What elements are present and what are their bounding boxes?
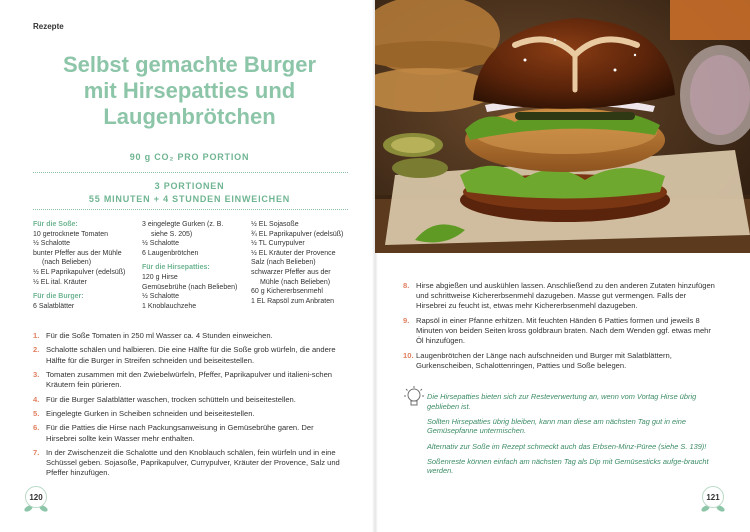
ingredient-item: (nach Belieben) xyxy=(42,259,92,267)
recipe-step xyxy=(403,281,715,312)
ingredients-column-1 xyxy=(33,220,138,311)
recipe-step xyxy=(33,409,345,419)
steps-list-left xyxy=(33,331,345,483)
ingredient-heading: Für die Soße: xyxy=(33,221,78,228)
ingredient-item: 1 Knoblauchzehe xyxy=(142,302,197,310)
ingredient-item: 10 getrocknete Tomaten xyxy=(33,230,108,238)
step-text: Für die Soße Tomaten in 250 ml Wasser ca. 4 Stunden einweichen. xyxy=(46,331,273,340)
ingredient-item: Salz (nach Belieben) xyxy=(251,259,316,267)
ingredient-heading: Für die Hirsepatties: xyxy=(142,264,210,272)
tip-paragraph: Alternativ zur Soße im Rezept schmeckt auch das Erbsen-Minz-Püree (siehe S. 139)! xyxy=(427,441,707,451)
ingredient-item: ½ EL Sojasoße xyxy=(251,221,299,228)
step-number: 5. xyxy=(33,408,40,418)
recipe-step xyxy=(33,370,345,390)
step-text: Laugenbrötchen der Länge nach aufschneiden und Burger mit Salatblättern, Gurkenscheiben, Schalottenringen, Patties und Soße belegen. xyxy=(416,350,672,370)
step-text: Hirse abgießen und auskühlen lassen. Anschließend zu den anderen Zutaten hinzufügen und schrittweise Kichererbsenmehl dazugeben. Masse gut vermengen. Falls der Hirsebrei zu feucht ist, etwas mehr Kichererbsenmehl dazugeben. xyxy=(416,281,715,311)
step-text: Für die Burger Salatblätter waschen, trocken schütteln und beiseitestellen. xyxy=(46,394,296,404)
recipe-step xyxy=(33,423,345,443)
step-text: Schalotte schälen und halbieren. Die eine Hälfte für die Soße grob würfeln, die andere Hälfte für die Burger in Streifen schneiden und beiseitestellen. xyxy=(46,345,336,365)
prep-time: 55 MINUTEN + 4 STUNDEN EINWEICHEN xyxy=(88,194,291,204)
step-text: Rapsöl in einer Pfanne erhitzen. Mit feuchten Händen 6 Patties formen und jeweils 8 Minuten von beiden Seiten kross goldbraun braten. Nach dem Wenden ggf. etwas mehr Öl hinzufügen. xyxy=(416,315,711,346)
ingredient-item: ½ EL Kräuter der Provence xyxy=(251,249,336,257)
recipe-meta xyxy=(32,180,347,206)
recipe-title xyxy=(32,52,347,130)
ingredient-item: 60 g Kichererbsenmehl xyxy=(251,288,323,296)
step-text: Tomaten zusammen mit den Zwiebelwürfeln, Pfeffer, Paprikapulver und italieni-schen Kräutern fein pürieren. xyxy=(46,369,333,390)
ingredient-item: Gemüsebrühe (nach Belieben) xyxy=(142,283,238,291)
title-line: mit Hirsepatties und xyxy=(83,78,296,103)
ingredient-item: ¾ EL Paprikapulver (edelsüß) xyxy=(251,230,344,238)
ingredient-item: 6 Laugenbrötchen xyxy=(142,249,199,257)
ingredient-item: 6 Salatblätter xyxy=(33,302,75,310)
ingredient-item: siehe S. 205) xyxy=(151,230,193,238)
ingredients-column-3 xyxy=(251,220,351,306)
page-number-right xyxy=(698,484,728,514)
tip-paragraph: Sollten Hirsepatties übrig bleiben, kann man diese am nächsten Tag gut in eine Gemüsepfanne untermischen. xyxy=(427,416,686,436)
tip-paragraph: Die Hirsepatties bieten sich zur Resteverwertung an, wenn vom Vortag Hirse übrig geblieben ist. xyxy=(427,392,697,411)
step-text: Eingelegte Gurken in Scheiben schneiden und beiseitestellen. xyxy=(46,408,255,418)
page-number-left xyxy=(21,484,51,514)
section-label: Rezepte xyxy=(33,22,64,31)
title-line: Laugenbrötchen xyxy=(103,104,276,129)
recipe-step xyxy=(403,316,715,347)
burger-illustration xyxy=(375,0,750,253)
ingredients-column-2 xyxy=(142,220,247,311)
recipe-step xyxy=(403,351,715,371)
ingredient-item: 120 g Hirse xyxy=(142,273,178,281)
ingredient-item: schwarzer Pfeffer aus der xyxy=(251,268,331,276)
ingredient-item: ½ EL Paprikapulver (edelsüß) xyxy=(33,268,126,276)
step-number: 10. xyxy=(403,350,414,360)
step-number: 4. xyxy=(33,394,40,404)
tip-paragraph: Soßenreste können einfach am nächsten Tag als Dip mit Gemüsesticks aufge-braucht werden. xyxy=(427,456,709,476)
ingredient-item: ½ Schalotte xyxy=(142,240,179,248)
ingredient-item: ½ TL Currypulver xyxy=(251,240,305,248)
ingredient-item: bunter Pfeffer aus der Mühle xyxy=(33,249,122,257)
ingredient-item: ½ EL ital. Kräuter xyxy=(33,278,87,286)
page-number-text: 120 xyxy=(29,493,43,502)
steps-list-right xyxy=(403,281,715,375)
step-text: In der Zwischenzeit die Schalotte und den Knoblauch schälen, fein würfeln und in eine Schüssel geben. Sojasoße, Paprikapulver, Currypulver, Kräuter der Provence, Salz und Pfeffer hinzufügen. xyxy=(46,447,340,478)
lightbulb-icon xyxy=(403,385,425,411)
step-number: 1. xyxy=(33,331,40,340)
title-line: Selbst gemachte Burger xyxy=(62,52,317,77)
ingredient-item: ½ Schalotte xyxy=(33,240,70,248)
step-text: Für die Patties die Hirse nach Packungsanweisung in Gemüsebrühe garen. Der Hirsebrei sollte kein Wasser mehr enthalten. xyxy=(46,423,314,443)
step-number: 2. xyxy=(33,345,40,355)
burger-photo xyxy=(375,0,750,253)
step-number: 7. xyxy=(33,447,40,457)
ingredient-item: 1 EL Rapsöl zum Anbraten xyxy=(251,297,335,305)
recipe-step xyxy=(33,448,345,479)
ingredient-item: ½ Schalotte xyxy=(142,293,179,301)
ingredient-item: Mühle (nach Belieben) xyxy=(260,278,331,286)
divider-bottom xyxy=(33,209,348,210)
portions: 3 PORTIONEN xyxy=(154,181,225,191)
co2-per-portion: 90 g CO₂ PRO PORTION xyxy=(129,152,250,162)
page-number-text: 121 xyxy=(706,493,720,502)
divider-top xyxy=(33,172,348,173)
tip-text xyxy=(427,392,717,482)
step-number: 6. xyxy=(33,423,40,433)
ingredient-item: 3 eingelegte Gurken (z. B. xyxy=(142,221,224,228)
ingredient-heading: Für die Burger: xyxy=(33,293,84,301)
recipe-step xyxy=(33,395,345,405)
step-number: 3. xyxy=(33,369,40,379)
step-number: 8. xyxy=(403,281,410,290)
recipe-step xyxy=(33,331,345,341)
step-number: 9. xyxy=(403,315,410,325)
recipe-step xyxy=(33,345,345,365)
